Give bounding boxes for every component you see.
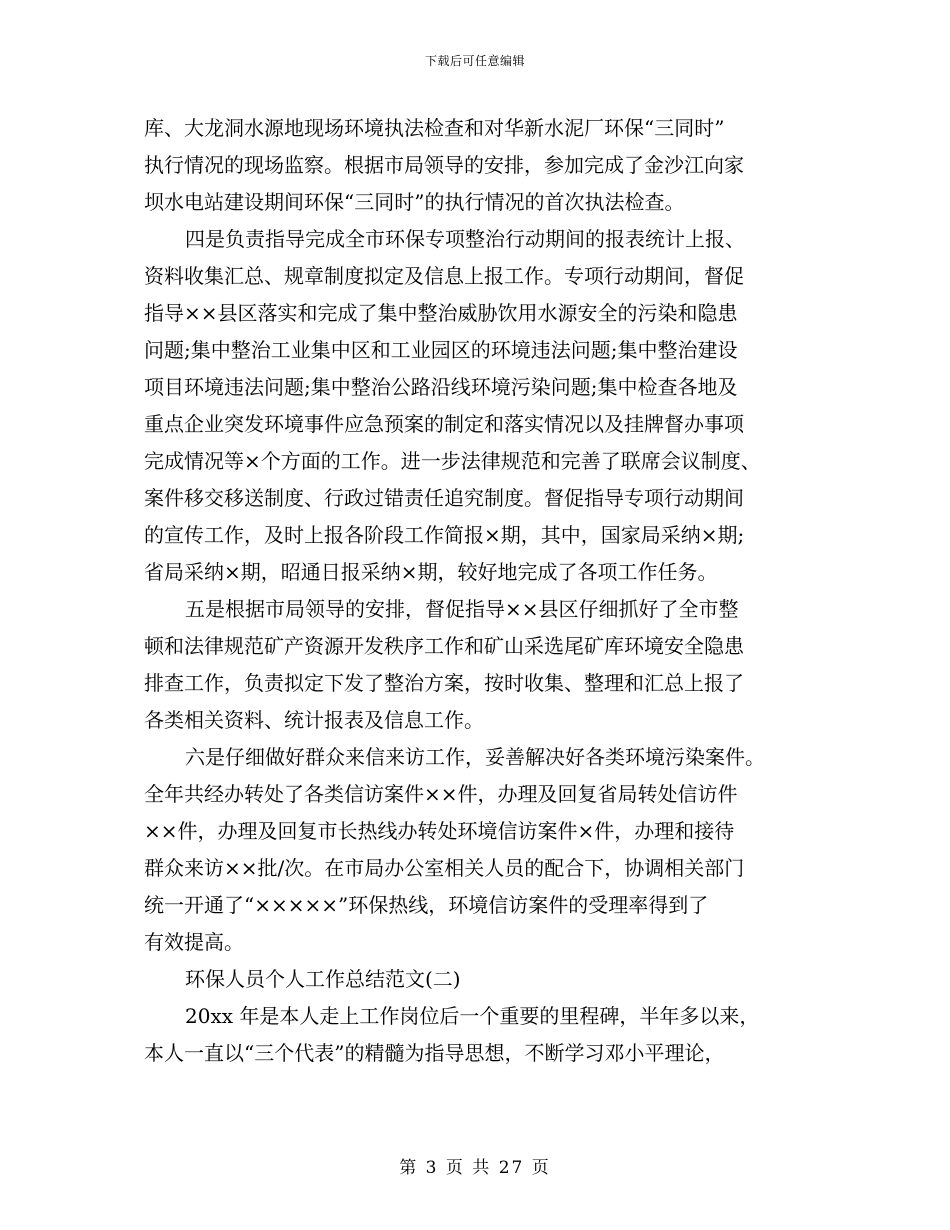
text-line: ××件，办理及回复市长热线办转处环境信访案件×件，办理和接待 bbox=[144, 819, 735, 843]
text-line: 群众来访××批/次。在市局办公室相关人员的配合下，协调相关部门 bbox=[144, 856, 745, 880]
text-line: 问题;集中整治工业集中区和工业园区的环境违法问题;集中整治建设 bbox=[144, 338, 738, 362]
document-body bbox=[144, 110, 844, 1072]
text-line: 完成情况等×个方面的工作。进一步法律规范和完善了联席会议制度、 bbox=[144, 449, 761, 473]
paragraph bbox=[144, 591, 844, 739]
text-line: 执行情况的现场监察。根据市局领导的安排，参加完成了金沙江向家 bbox=[144, 153, 744, 177]
paragraph bbox=[144, 998, 844, 1072]
text-line: 省局采纳×期，昭通日报采纳×期，较好地完成了各项工作任务。 bbox=[144, 560, 718, 584]
paragraph bbox=[144, 739, 844, 961]
text-line: 四是负责指导完成全市环保专项整治行动期间的报表统计上报、 bbox=[185, 227, 745, 251]
text-line: 指导××县区落实和完成了集中整治威胁饮用水源安全的污染和隐患 bbox=[144, 301, 738, 325]
text-line: 资料收集汇总、规章制度拟定及信息上报工作。专项行动期间，督促 bbox=[144, 264, 744, 288]
paragraph bbox=[144, 221, 844, 591]
text-line: 有效提高。 bbox=[144, 930, 244, 954]
paragraph bbox=[144, 961, 844, 998]
paragraph bbox=[144, 110, 844, 221]
text-line: 案件移交移送制度、行政过错责任追究制度。督促指导专项行动期间 bbox=[144, 486, 744, 510]
text-line: 排查工作，负责拟定下发了整治方案，按时收集、整理和汇总上报了 bbox=[144, 671, 744, 695]
text-line: 全年共经办转处了各类信访案件××件，办理及回复省局转处信访件 bbox=[144, 782, 738, 806]
page-footer: 第 3 页 共 27 页 bbox=[399, 1158, 551, 1178]
text-line: 环保人员个人工作总结范文(二) bbox=[185, 967, 461, 991]
page-header: 下载后可任意编辑 bbox=[424, 54, 525, 68]
text-line: 20xx 年是本人走上工作岗位后一个重要的里程碑，半年多以来， bbox=[185, 1004, 760, 1028]
text-line: 各类相关资料、统计报表及信息工作。 bbox=[144, 708, 484, 732]
text-line: 本人一直以“三个代表”的精髓为指导思想，不断学习邓小平理论， bbox=[144, 1041, 725, 1065]
text-line: 统一开通了“×××××”环保热线，环境信访案件的受理率得到了 bbox=[144, 893, 709, 917]
text-line: 的宣传工作，及时上报各阶段工作简报×期，其中，国家局采纳×期; bbox=[144, 523, 745, 547]
text-line: 五是根据市局领导的安排，督促指导××县区仔细抓好了全市整 bbox=[185, 597, 739, 621]
text-line: 重点企业突发环境事件应急预案的制定和落实情况以及挂牌督办事项 bbox=[144, 412, 744, 436]
text-line: 六是仔细做好群众来信来访工作，妥善解决好各类环境污染案件。 bbox=[185, 745, 765, 769]
text-line: 坝水电站建设期间环保“三同时”的执行情况的首次执法检查。 bbox=[144, 190, 685, 214]
text-line: 库、大龙洞水源地现场环境执法检查和对华新水泥厂环保“三同时” bbox=[144, 116, 725, 140]
text-line: 项目环境违法问题;集中整治公路沿线环境污染问题;集中检查各地及 bbox=[144, 375, 738, 399]
text-line: 顿和法律规范矿产资源开发秩序工作和矿山采选尾矿库环境安全隐患 bbox=[144, 634, 744, 658]
